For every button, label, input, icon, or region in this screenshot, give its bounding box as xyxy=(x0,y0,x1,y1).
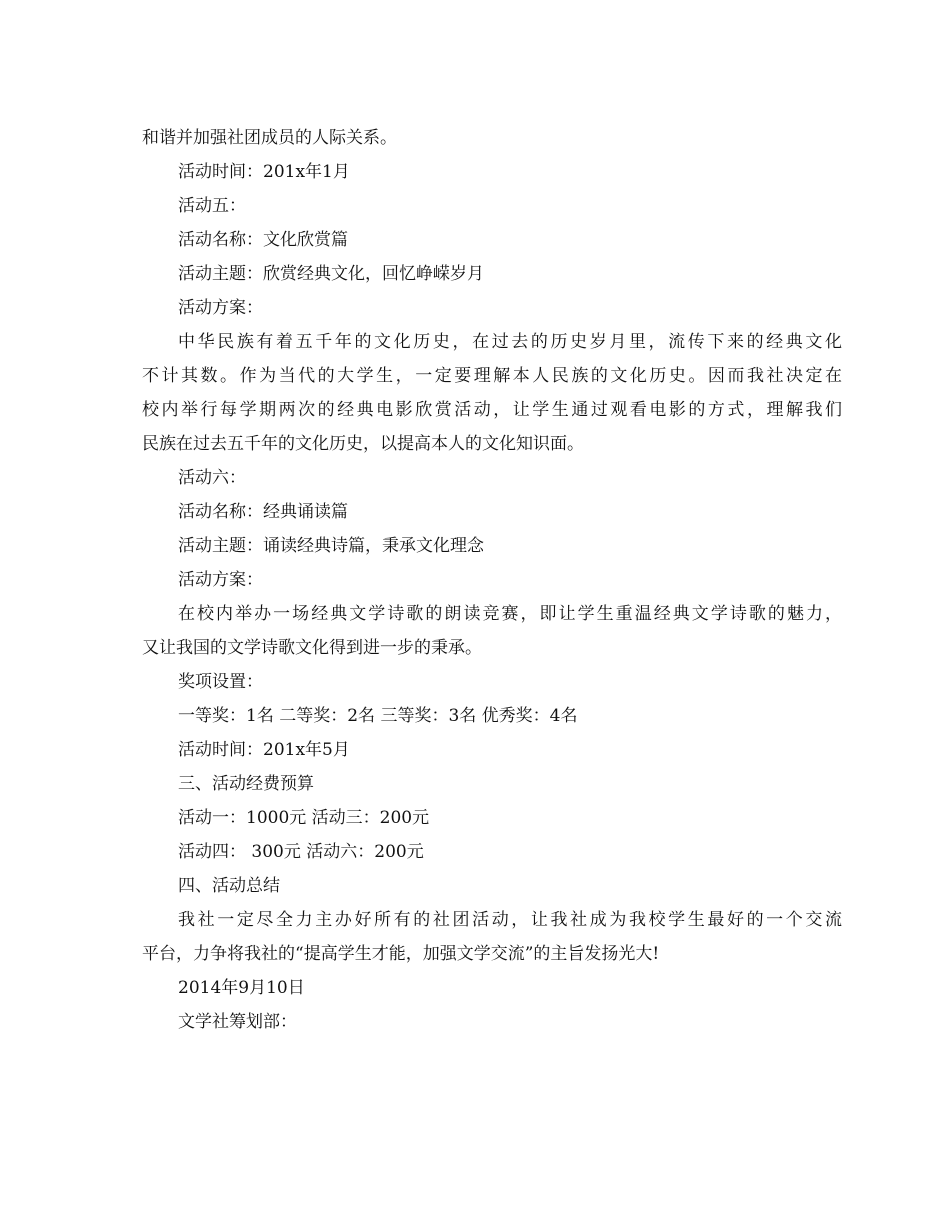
document-body xyxy=(142,121,842,1039)
text-line: 不计其数。作为当代的大学生，一定要理解本人民族的文化历史。因而我社决定在 xyxy=(142,366,842,386)
text-line: 活动六： xyxy=(178,468,246,488)
text-line: 民族在过去五千年的文化历史，以提高本人的文化知识面。 xyxy=(142,434,584,454)
text-line: 在校内举办一场经典文学诗歌的朗读竞赛，即让学生重温经典文学诗歌的魅力， xyxy=(178,604,842,624)
text-line: 三、活动经费预算 xyxy=(178,774,314,794)
text-line: 奖项设置： xyxy=(178,672,263,692)
text-line: 校内举行每学期两次的经典电影欣赏活动，让学生通过观看电影的方式，理解我们 xyxy=(142,400,842,420)
text-line: 2014年9月10日 xyxy=(178,978,305,998)
text-line: 文学社筹划部： xyxy=(178,1012,297,1032)
text-line: 和谐并加强社团成员的人际关系。 xyxy=(142,128,397,148)
text-line: 活动一：1000元 活动三：200元 xyxy=(178,808,430,828)
text-line: 活动五： xyxy=(178,196,246,216)
text-line: 又让我国的文学诗歌文化得到进一步的秉承。 xyxy=(142,638,482,658)
text-line: 活动名称：文化欣赏篇 xyxy=(178,230,348,250)
text-line: 四、活动总结 xyxy=(178,876,280,896)
text-line: 一等奖：1名 二等奖：2名 三等奖：3名 优秀奖：4名 xyxy=(178,706,578,726)
text-line: 活动方案： xyxy=(178,298,263,318)
text-line: 活动主题：欣赏经典文化，回忆峥嵘岁月 xyxy=(178,264,484,284)
text-line: 我社一定尽全力主办好所有的社团活动，让我社成为我校学生最好的一个交流 xyxy=(178,910,842,930)
text-line: 活动四： 300元 活动六：200元 xyxy=(178,842,424,862)
text-line: 活动主题：诵读经典诗篇，秉承文化理念 xyxy=(178,536,484,556)
text-line: 中华民族有着五千年的文化历史，在过去的历史岁月里，流传下来的经典文化 xyxy=(178,332,842,352)
text-line: 活动时间：201x年5月 xyxy=(178,740,350,760)
text-line: 活动名称：经典诵读篇 xyxy=(178,502,348,522)
text-line: 活动时间：201x年1月 xyxy=(178,162,350,182)
text-line: 活动方案： xyxy=(178,570,263,590)
text-line: 平台，力争将我社的“提高学生才能，加强文学交流”的主旨发扬光大! xyxy=(142,944,660,964)
